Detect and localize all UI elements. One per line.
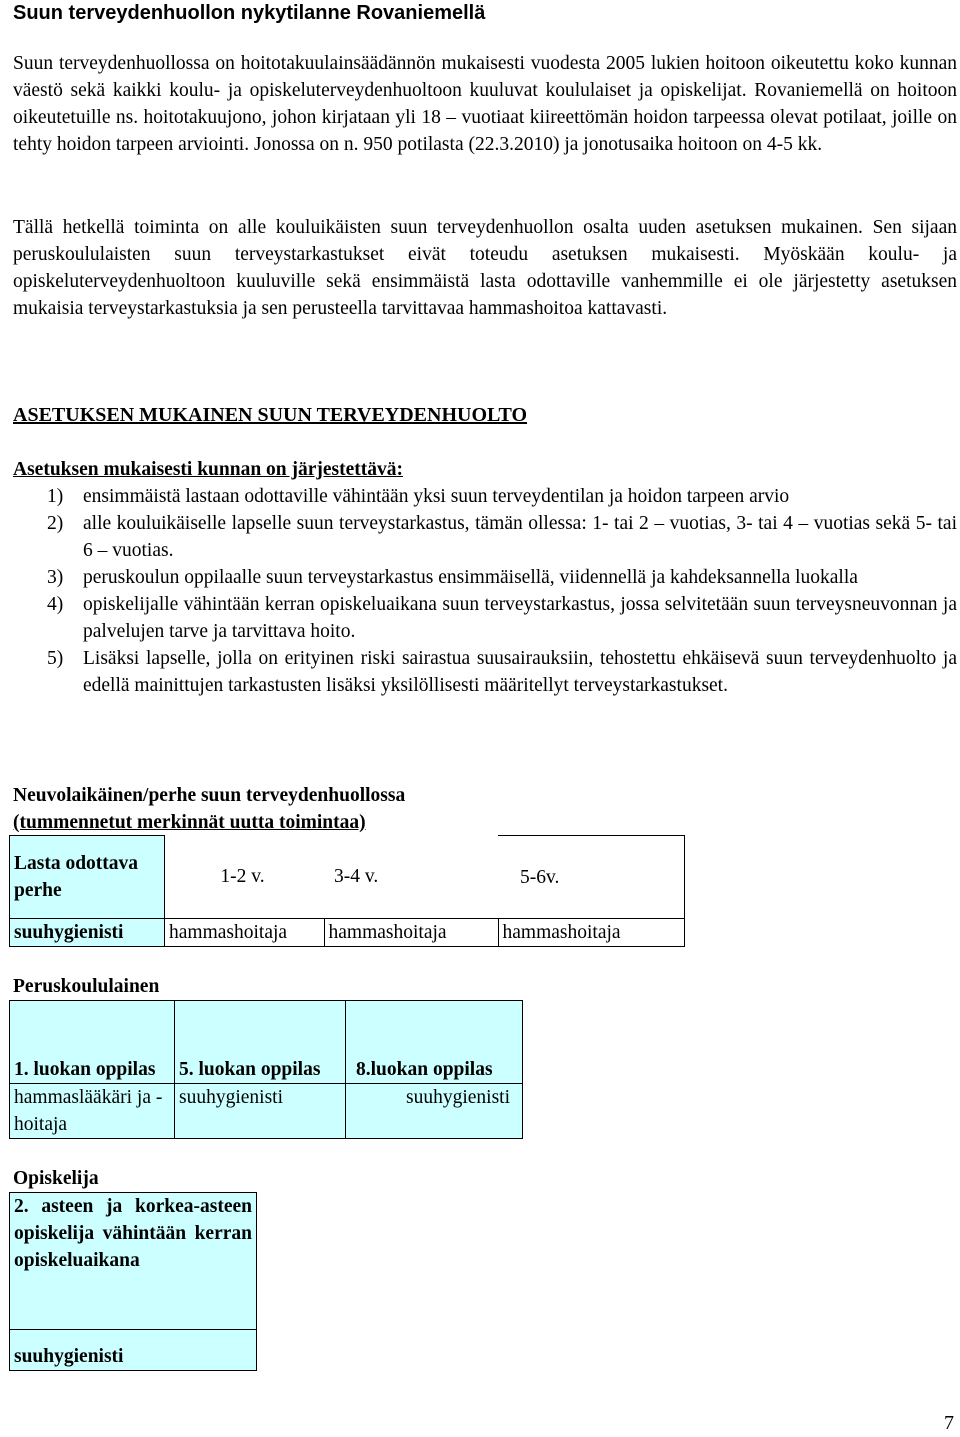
table-cell: 5-6v.	[498, 836, 685, 919]
table-row	[10, 919, 685, 947]
opiskelija-heading: Opiskelija	[13, 1168, 99, 1189]
paragraph-current-situation: Suun terveydenhuollossa on hoitotakuulainsäädännön mukaisesti vuodesta 2005 lukien hoitoon oikeutettu koko kunnan väestö sekä kaikki koulu- ja opiskeluterveydenhuoltoon kuuluvat koululaiset ja opiskelijat. Rovaniemellä on hoitoon oikeutetuille ns. hoitotakuujono, johon kirjataan yli 18 – vuotiaat kiireettömän hoidon tarpeessa olevat potilaat, joille on tehty hoidon tarpeen arviointi. Jonossa on n. 950 potilasta (22.3.2010) ja jonotusaika hoitoon on 4-5 kk.	[13, 53, 957, 155]
table-cell: 1-2 v.	[220, 866, 265, 888]
list-item: 2) alle kouluikäiselle lapselle suun terveystarkastus, tämän ollessa: 1- tai 2 – vuotias, 3- tai 4 – vuotias sekä 5- tai 6 – vuotias.	[47, 513, 957, 561]
table-cell: 8.luokan oppilas	[346, 1001, 523, 1084]
peruskoulu-table	[9, 1000, 523, 1139]
page-number: 7	[944, 1412, 954, 1434]
table-cell: suuhygienisti	[10, 1330, 257, 1371]
peruskoulu-heading: Peruskoululainen	[13, 976, 160, 997]
opiskelija-table	[9, 1192, 257, 1371]
list-item: 1) ensimmäistä lastaan odottaville vähintään yksi suun terveydentilan ja hoidon tarpeen arvio	[47, 486, 790, 507]
list-item: 5) Lisäksi lapselle, jolla on erityinen riski sairastua suusairauksiin, tehostettu ehkäisevä suun terveydenhuolto ja edellä mainittujen tarkastusten lisäksi yksilöllisesti määritellyt terveystarkastukset.	[47, 648, 957, 696]
table-cell: hammashoitaja	[324, 919, 498, 947]
neuvola-heading: Neuvolaikäinen/perhe suun terveydenhuollossa	[13, 785, 406, 806]
table-cell: 3-4 v.	[334, 866, 379, 888]
table-cell: hammashoitaja	[165, 919, 325, 947]
table-cell: suuhygienisti	[175, 1084, 346, 1139]
page-title: Suun terveydenhuollon nykytilanne Rovaniemellä	[13, 2, 486, 24]
table-cell: hammaslääkäri ja -hoitaja	[10, 1084, 175, 1139]
table-cell: Lasta odottava perhe	[10, 836, 165, 919]
section-heading: ASETUKSEN MUKAINEN SUUN TERVEYDENHUOLTO	[13, 404, 528, 426]
neuvola-table	[9, 835, 685, 947]
table-row	[10, 836, 685, 919]
table-cell: 2. asteen ja korkea-asteen opiskelija vähintään kerran opiskeluaikana	[10, 1193, 257, 1330]
table-row	[10, 1001, 523, 1084]
list-item: 3) peruskoulun oppilaalle suun terveystarkastus ensimmäisellä, viidennellä ja kahdeksannella luokalla	[47, 567, 858, 588]
table-cell: hammashoitaja	[498, 919, 685, 947]
table-cell: suuhygienisti	[10, 919, 165, 947]
table-row	[10, 1084, 523, 1139]
neuvola-subheading: (tummennetut merkinnät uutta toimintaa)	[13, 812, 366, 833]
paragraph-regulation-status: Tällä hetkellä toiminta on alle kouluikäisten suun terveydenhuollon osalta uuden asetuksen mukainen. Sen sijaan peruskoululaisten suun terveystarkastukset eivät toteudu asetuksen mukaisesti. Myöskään koulu- ja opiskeluterveydenhuoltoon kuuluville sekä ensimmäistä lasta odottaville vanhemmille ei ole järjestetty asetuksen mukaisia terveystarkastuksia ja sen perusteella tarvittavaa hammashoitoa kattavasti.	[13, 217, 957, 319]
table-row	[10, 1193, 257, 1330]
requirements-heading: Asetuksen mukaisesti kunnan on järjestettävä:	[13, 459, 404, 480]
table-row	[10, 1330, 257, 1371]
list-item: 4) opiskelijalle vähintään kerran opiskeluaikana suun terveystarkastus, jossa selvitetään suun terveysneuvonnan ja palvelujen tarve ja tarvittava hoito.	[47, 594, 957, 642]
requirements-list	[13, 483, 957, 699]
table-cell: suuhygienisti	[346, 1084, 523, 1139]
table-cell: 1. luokan oppilas	[10, 1001, 175, 1084]
table-cell: 5. luokan oppilas	[175, 1001, 346, 1084]
